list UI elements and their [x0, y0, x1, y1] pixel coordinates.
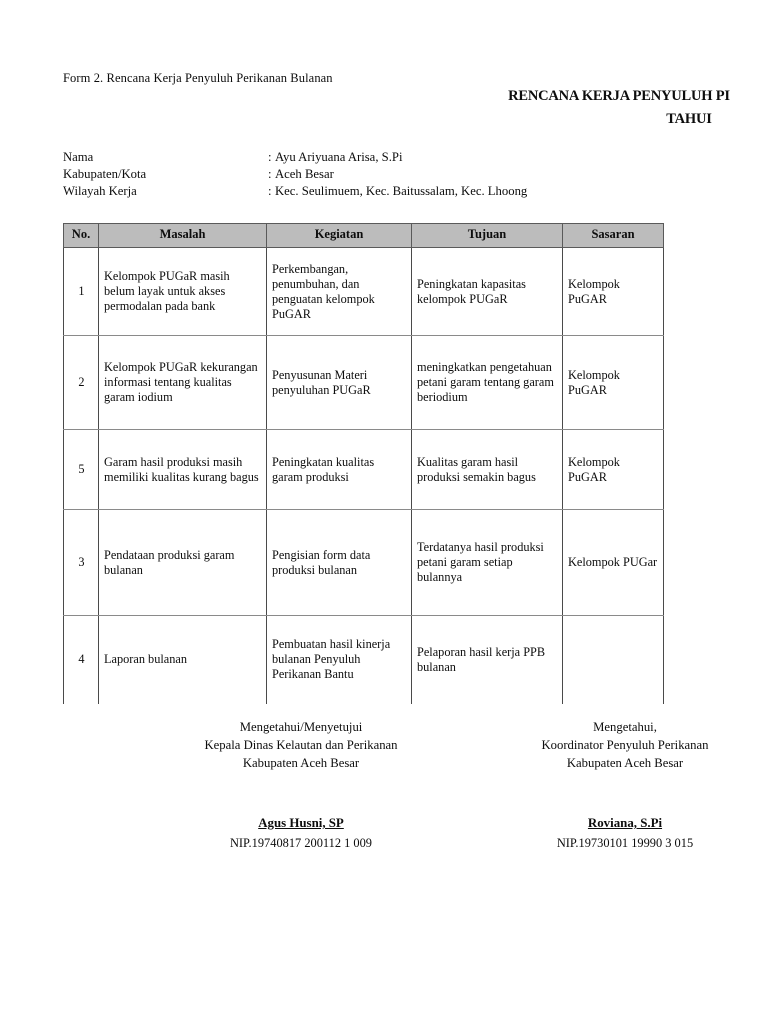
identity-separator-wilayah-kerja: : — [268, 184, 272, 198]
cell-tujuan: Terdatanya hasil produksi petani garam setiap bulannya — [412, 510, 563, 616]
table-row — [64, 336, 664, 430]
signature-right-nip: NIP.19730101 19990 3 015 — [556, 836, 694, 851]
table-row — [64, 248, 664, 336]
cell-masalah: Kelompok PUGaR masih belum layak untuk akses permodalan pada bank — [99, 248, 267, 336]
column-header-kegiatan: Kegiatan — [267, 224, 412, 248]
signature-block-right — [475, 718, 768, 853]
identity-row-nama — [63, 150, 527, 167]
cell-kegiatan: Pembuatan hasil kinerja bulanan Penyuluh Perikanan Bantu — [267, 616, 412, 704]
identity-value-kabupaten-kota: Aceh Besar — [275, 167, 334, 181]
cell-sasaran: Kelompok PuGAR — [563, 336, 664, 430]
cell-no: 1 — [64, 248, 99, 336]
work-plan-table-wrapper — [63, 223, 663, 704]
cell-kegiatan: Perkembangan, penumbuhan, dan penguatan kelompok PuGAR — [267, 248, 412, 336]
table-header-row — [64, 224, 664, 248]
signature-left-nip: NIP.19740817 200112 1 009 — [229, 836, 373, 851]
form-label: Form 2. Rencana Kerja Penyuluh Perikanan Bulanan — [63, 71, 333, 85]
signature-area — [63, 718, 709, 878]
signature-left-line-3: Kabupaten Aceh Besar — [242, 756, 360, 771]
signature-left-line-1: Mengetahui/Menyetujui — [239, 720, 363, 734]
table-row — [64, 430, 664, 510]
signature-right-line-1: Mengetahui, — [593, 720, 657, 734]
cell-masalah: Laporan bulanan — [99, 616, 267, 704]
identity-separator-nama: : — [268, 150, 272, 164]
cell-sasaran: Kelompok PuGAR — [563, 430, 664, 510]
cell-sasaran — [563, 616, 664, 704]
document-title-line-1: RENCANA KERJA PENYULUH PI — [508, 88, 730, 104]
table-row — [64, 510, 664, 616]
column-header-masalah: Masalah — [99, 224, 267, 248]
identity-separator-kabupaten-kota: : — [268, 167, 272, 181]
cell-no: 5 — [64, 430, 99, 510]
column-header-no: No. — [64, 224, 99, 248]
cell-masalah: Pendataan produksi garam bulanan — [99, 510, 267, 616]
cell-kegiatan: Peningkatan kualitas garam produksi — [267, 430, 412, 510]
cell-tujuan: Peningkatan kapasitas kelompok PUGaR — [412, 248, 563, 336]
signature-right-name: Roviana, S.Pi — [587, 816, 663, 831]
identity-row-kabupaten-kota — [63, 167, 527, 184]
identity-fields — [63, 150, 527, 201]
document-title-line-2: TAHUI — [666, 111, 712, 127]
identity-row-wilayah-kerja — [63, 184, 527, 201]
cell-kegiatan: Pengisian form data produksi bulanan — [267, 510, 412, 616]
document-title-block — [380, 88, 768, 128]
identity-label-wilayah-kerja: Wilayah Kerja — [63, 184, 137, 198]
cell-kegiatan: Penyusunan Materi penyuluhan PUGaR — [267, 336, 412, 430]
table-row — [64, 616, 664, 704]
signature-right-line-3: Kabupaten Aceh Besar — [566, 756, 684, 771]
identity-label-kabupaten-kota: Kabupaten/Kota — [63, 167, 147, 181]
cell-no: 2 — [64, 336, 99, 430]
column-header-sasaran: Sasaran — [563, 224, 664, 248]
identity-label-nama: Nama — [63, 150, 94, 164]
cell-tujuan: meningkatkan pengetahuan petani garam tentang garam beriodium — [412, 336, 563, 430]
signature-left-name: Agus Husni, SP — [258, 816, 344, 831]
column-header-tujuan: Tujuan — [412, 224, 563, 248]
cell-masalah: Kelompok PUGaR kekurangan informasi tentang kualitas garam iodium — [99, 336, 267, 430]
identity-value-wilayah-kerja: Kec. Seulimuem, Kec. Baitussalam, Kec. Lhoong — [275, 184, 528, 198]
cell-masalah: Garam hasil produksi masih memiliki kualitas kurang bagus — [99, 430, 267, 510]
signature-right-line-2: Koordinator Penyuluh Perikanan — [541, 738, 709, 753]
cell-tujuan: Kualitas garam hasil produksi semakin bagus — [412, 430, 563, 510]
identity-value-nama: Ayu Ariyuana Arisa, S.Pi — [275, 150, 403, 164]
cell-sasaran: Kelompok PUGar — [563, 510, 664, 616]
cell-sasaran: Kelompok PuGAR — [563, 248, 664, 336]
cell-tujuan: Pelaporan hasil kerja PPB bulanan — [412, 616, 563, 704]
cell-no: 3 — [64, 510, 99, 616]
cell-no: 4 — [64, 616, 99, 704]
work-plan-table — [63, 223, 664, 704]
signature-left-line-2: Kepala Dinas Kelautan dan Perikanan — [204, 738, 398, 753]
signature-block-left — [151, 718, 451, 853]
